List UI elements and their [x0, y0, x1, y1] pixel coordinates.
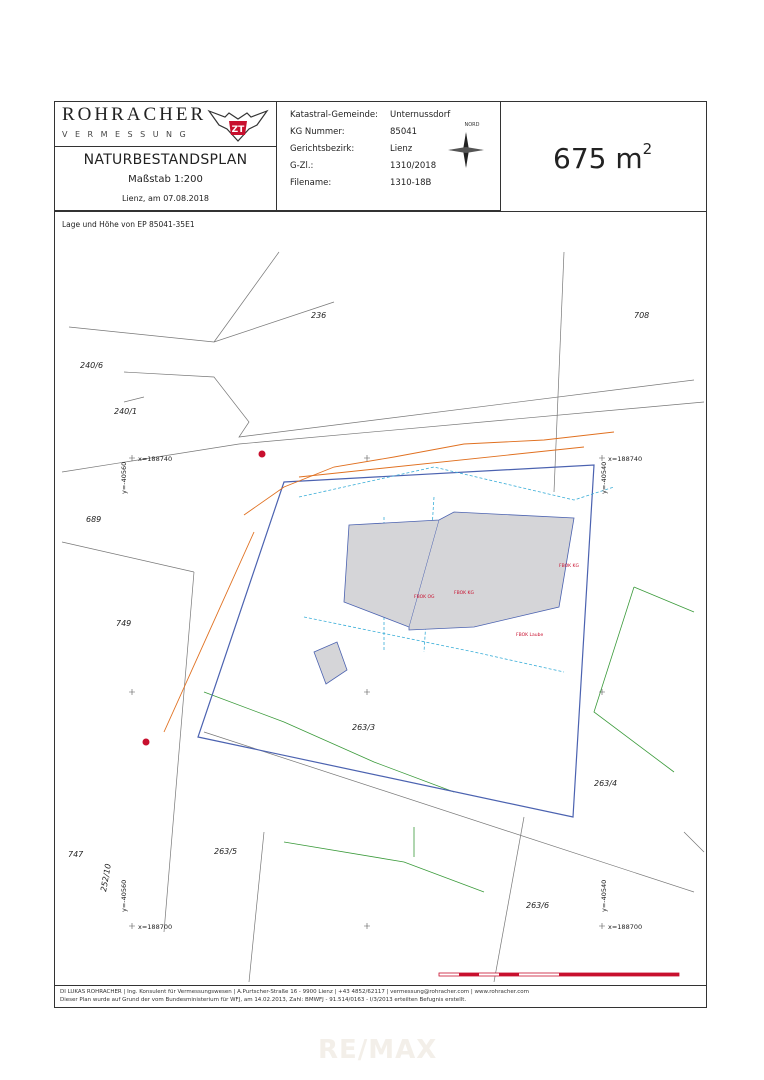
footer-divider: [54, 985, 707, 986]
svg-text:FBOK OG: FBOK OG: [414, 595, 435, 600]
parcel-252-10: 252/10: [99, 863, 113, 893]
svg-text:FBOK Laube: FBOK Laube: [516, 633, 544, 638]
svg-text:FBOK KG: FBOK KG: [559, 564, 579, 569]
header-divider: [54, 211, 707, 212]
meta-label-3: G-Zl.:: [290, 161, 314, 171]
parcel-689: 689: [86, 515, 102, 524]
remax-watermark: RE/MAX: [318, 1035, 438, 1065]
logo-tagline: VERMESSUNG: [62, 130, 194, 139]
parcel-240-1: 240/1: [114, 407, 138, 416]
parcel-263-5: 263/5: [214, 847, 238, 856]
meta-value-4: 1310-18B: [390, 178, 432, 188]
document-scale: Maßstab 1:200: [128, 174, 203, 185]
meta-value-3: 1310/2018: [390, 161, 437, 171]
area-display: [553, 140, 652, 175]
coord-y-bottom-right: y=-40540: [600, 879, 608, 912]
coord-y-top-left: y=-40560: [120, 461, 128, 494]
parcel-708: 708: [634, 311, 650, 320]
parcel-236: 236: [311, 311, 327, 320]
coord-x-top-right: x=188740: [608, 455, 643, 463]
document-title: NATURBESTANDSPLAN: [83, 152, 248, 168]
coord-y-top-right: y=-40540: [600, 461, 608, 494]
area-value: 675 m: [553, 142, 643, 175]
compass-icon: [440, 112, 500, 174]
meta-label-4: Filename:: [290, 178, 332, 188]
meta-value-0: Unternussdorf: [390, 110, 451, 120]
meta-label-2: Gerichtsbezirk:: [290, 144, 355, 154]
logo-name: ROHRACHER: [62, 104, 207, 125]
parcel-263-4: 263/4: [594, 779, 618, 788]
meta-value-2: Lienz: [390, 144, 413, 154]
meta-label-1: KG Nummer:: [290, 127, 345, 137]
meta-label-0: Katastral-Gemeinde:: [290, 110, 378, 120]
coord-x-bottom-right: x=188700: [608, 923, 643, 931]
footer-authorization: Dieser Plan wurde auf Grund der vom Bundesministerium für WFJ, am 14.02.2013, Zahl: BMWFJ - 91.514/0163 - I/3/2013 erteilten Befugnis erstellt.: [60, 997, 467, 1003]
area-unit-exponent: 2: [642, 140, 653, 158]
svg-text:FBOK KG: FBOK KG: [454, 591, 474, 596]
coord-x-bottom-left: x=188700: [138, 923, 173, 931]
meta-value-1: 85041: [390, 127, 418, 137]
coord-x-top-left: x=188740: [138, 455, 173, 463]
parcel-747: 747: [68, 850, 84, 859]
emblem-text: ZT: [231, 125, 245, 135]
compass-label: NORD: [464, 122, 480, 128]
parcel-749: 749: [116, 619, 132, 628]
document-date: Lienz, am 07.08.2018: [122, 194, 209, 203]
footer-address: DI LUKAS ROHRACHER | Ing. Konsulent für Vermessungswesen | A.Purtscher-Straße 16 - 9900 Lienz | +43 4852/62117 | vermessung@rohracher.com | www.rohracher.com: [60, 989, 530, 995]
parcel-263-6: 263/6: [526, 901, 550, 910]
coord-y-bottom-left: y=-40560: [120, 879, 128, 912]
plan-subtitle: Lage und Höhe von EP 85041-35E1: [62, 220, 195, 229]
parcel-240-6: 240/6: [80, 361, 104, 370]
survey-plan: [54, 232, 707, 982]
parcel-263-3: 263/3: [352, 723, 376, 732]
